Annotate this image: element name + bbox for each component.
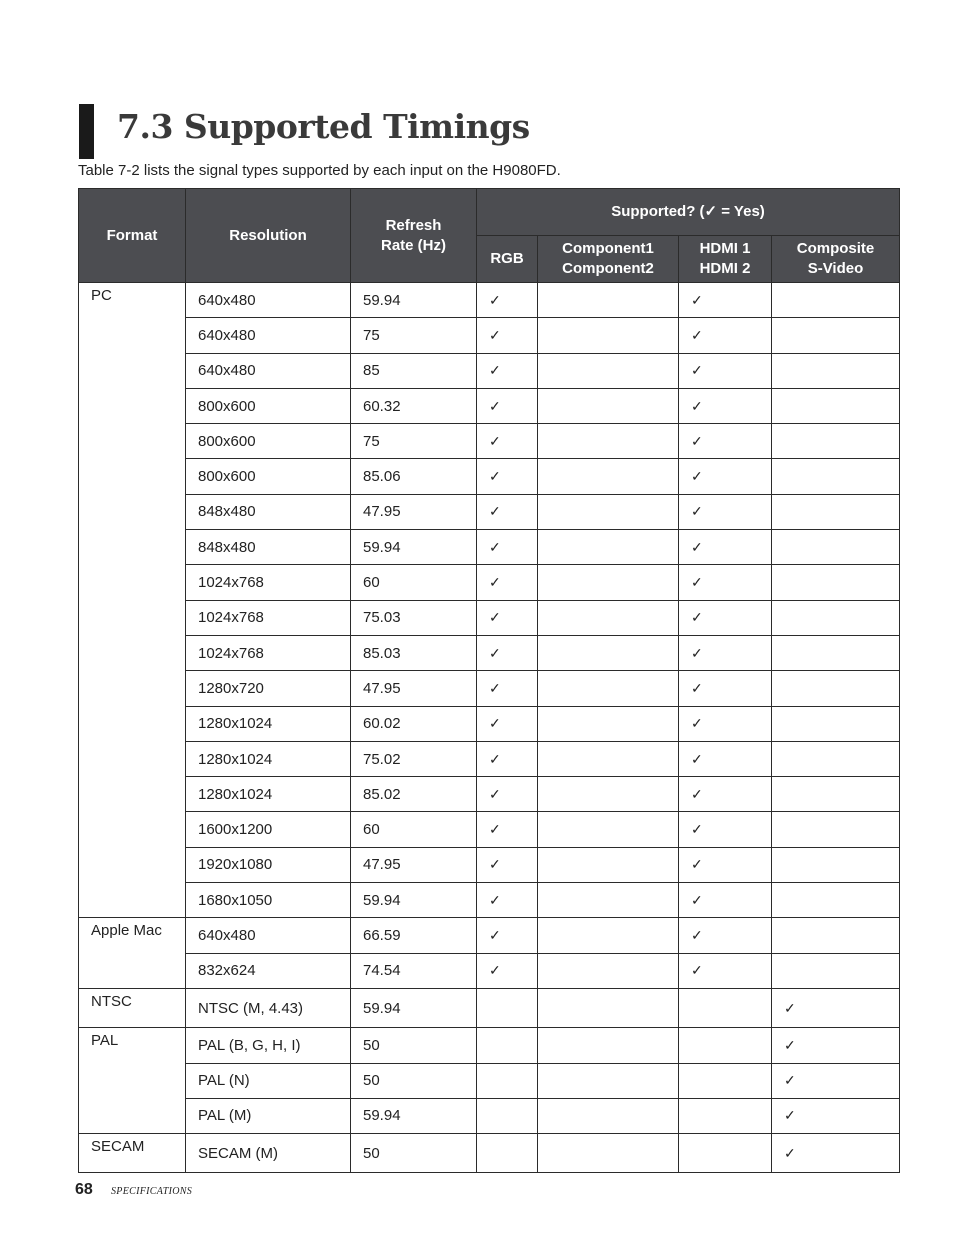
component-cell bbox=[538, 530, 679, 565]
composite-cell bbox=[772, 388, 900, 423]
composite-cell bbox=[772, 353, 900, 388]
component-cell bbox=[538, 671, 679, 706]
hdmi-cell bbox=[679, 635, 772, 670]
component-cell bbox=[538, 777, 679, 812]
hdmi-cell bbox=[679, 1098, 772, 1133]
check-mark-icon: ✓ bbox=[489, 326, 501, 343]
table-row bbox=[79, 918, 900, 953]
composite-cell bbox=[772, 283, 900, 318]
rgb-cell bbox=[477, 1134, 538, 1173]
hdmi-cell bbox=[679, 353, 772, 388]
hdmi-cell bbox=[679, 671, 772, 706]
rgb-cell bbox=[477, 812, 538, 847]
header-rgb: RGB bbox=[477, 236, 538, 283]
rgb-cell bbox=[477, 353, 538, 388]
check-mark-icon: ✓ bbox=[691, 609, 703, 626]
component-cell bbox=[538, 494, 679, 529]
resolution-cell: 1280x1024 bbox=[186, 777, 351, 812]
check-mark-icon: ✓ bbox=[691, 397, 703, 414]
table-row bbox=[79, 1098, 900, 1133]
rgb-cell bbox=[477, 318, 538, 353]
rgb-cell bbox=[477, 283, 538, 318]
page-number: 68 bbox=[75, 1181, 93, 1198]
header-hdmi bbox=[679, 236, 772, 283]
header-format: Format bbox=[79, 189, 186, 283]
resolution-cell: 1600x1200 bbox=[186, 812, 351, 847]
table-row bbox=[79, 424, 900, 459]
composite-cell bbox=[772, 706, 900, 741]
table-row bbox=[79, 283, 900, 318]
component-cell bbox=[538, 988, 679, 1027]
rgb-cell bbox=[477, 1028, 538, 1063]
resolution-cell: 1920x1080 bbox=[186, 847, 351, 882]
heading-accent-bar bbox=[79, 104, 94, 159]
rgb-cell bbox=[477, 883, 538, 918]
check-mark-icon: ✓ bbox=[489, 432, 501, 449]
resolution-cell: 848x480 bbox=[186, 530, 351, 565]
table-row bbox=[79, 812, 900, 847]
component-cell bbox=[538, 1028, 679, 1063]
refresh-rate-cell: 50 bbox=[351, 1134, 477, 1173]
refresh-rate-cell: 85.02 bbox=[351, 777, 477, 812]
table-row bbox=[79, 1028, 900, 1063]
component-cell bbox=[538, 741, 679, 776]
table-row bbox=[79, 706, 900, 741]
component-cell bbox=[538, 565, 679, 600]
composite-cell bbox=[772, 1028, 900, 1063]
refresh-rate-cell: 85 bbox=[351, 353, 477, 388]
hdmi-cell bbox=[679, 706, 772, 741]
hdmi-cell bbox=[679, 1028, 772, 1063]
check-mark-icon: ✓ bbox=[691, 679, 703, 696]
hdmi-cell bbox=[679, 741, 772, 776]
resolution-cell: 1280x720 bbox=[186, 671, 351, 706]
composite-cell bbox=[772, 459, 900, 494]
section-name: SPECIFICATIONS bbox=[111, 1186, 193, 1197]
rgb-cell bbox=[477, 953, 538, 988]
rgb-cell bbox=[477, 706, 538, 741]
hdmi-cell bbox=[679, 988, 772, 1027]
component-cell bbox=[538, 388, 679, 423]
table-row bbox=[79, 530, 900, 565]
composite-cell bbox=[772, 918, 900, 953]
composite-cell bbox=[772, 565, 900, 600]
hdmi-cell bbox=[679, 424, 772, 459]
rgb-cell bbox=[477, 424, 538, 459]
component-cell bbox=[538, 847, 679, 882]
supported-timings-table bbox=[78, 188, 900, 1173]
check-mark-icon: ✓ bbox=[691, 962, 703, 979]
header-supported: Supported? (✓ = Yes) bbox=[477, 189, 900, 236]
resolution-cell: 1280x1024 bbox=[186, 741, 351, 776]
resolution-cell: SECAM (M) bbox=[186, 1134, 351, 1173]
resolution-cell: PAL (B, G, H, I) bbox=[186, 1028, 351, 1063]
rgb-cell bbox=[477, 671, 538, 706]
composite-cell bbox=[772, 1134, 900, 1173]
check-mark-icon: ✓ bbox=[489, 291, 501, 308]
resolution-cell: PAL (N) bbox=[186, 1063, 351, 1098]
table-row bbox=[79, 883, 900, 918]
check-mark-icon: ✓ bbox=[691, 715, 703, 732]
refresh-rate-cell: 50 bbox=[351, 1028, 477, 1063]
check-mark-icon: ✓ bbox=[691, 538, 703, 555]
refresh-rate-cell: 59.94 bbox=[351, 283, 477, 318]
check-mark-icon: ✓ bbox=[691, 574, 703, 591]
resolution-cell: 1024x768 bbox=[186, 565, 351, 600]
component-cell bbox=[538, 600, 679, 635]
resolution-cell: 1024x768 bbox=[186, 600, 351, 635]
table-row bbox=[79, 1134, 900, 1173]
header-component bbox=[538, 236, 679, 283]
hdmi-cell bbox=[679, 847, 772, 882]
header-resolution: Resolution bbox=[186, 189, 351, 283]
header-refresh-rate-label: Refresh Rate (Hz) bbox=[380, 216, 446, 254]
rgb-cell bbox=[477, 600, 538, 635]
check-mark-icon: ✓ bbox=[489, 679, 501, 696]
table-row bbox=[79, 388, 900, 423]
hdmi-cell bbox=[679, 388, 772, 423]
component-cell bbox=[538, 883, 679, 918]
resolution-cell: NTSC (M, 4.43) bbox=[186, 988, 351, 1027]
format-cell: NTSC bbox=[79, 988, 186, 1027]
rgb-cell bbox=[477, 777, 538, 812]
resolution-cell: 640x480 bbox=[186, 918, 351, 953]
hdmi-cell bbox=[679, 494, 772, 529]
component-cell bbox=[538, 812, 679, 847]
composite-cell bbox=[772, 600, 900, 635]
resolution-cell: 1680x1050 bbox=[186, 883, 351, 918]
rgb-cell bbox=[477, 565, 538, 600]
table-row bbox=[79, 635, 900, 670]
component-cell bbox=[538, 918, 679, 953]
rgb-cell bbox=[477, 988, 538, 1027]
component-cell bbox=[538, 1063, 679, 1098]
refresh-rate-cell: 85.03 bbox=[351, 635, 477, 670]
refresh-rate-cell: 59.94 bbox=[351, 530, 477, 565]
check-mark-icon: ✓ bbox=[691, 856, 703, 873]
component-cell bbox=[538, 635, 679, 670]
hdmi-cell bbox=[679, 283, 772, 318]
rgb-cell bbox=[477, 847, 538, 882]
composite-cell bbox=[772, 1098, 900, 1133]
refresh-rate-cell: 47.95 bbox=[351, 847, 477, 882]
refresh-rate-cell: 75.03 bbox=[351, 600, 477, 635]
hdmi-cell bbox=[679, 1134, 772, 1173]
component-cell bbox=[538, 283, 679, 318]
resolution-cell: 640x480 bbox=[186, 353, 351, 388]
resolution-cell: 640x480 bbox=[186, 283, 351, 318]
check-mark-icon: ✓ bbox=[489, 926, 501, 943]
check-mark-icon: ✓ bbox=[784, 1144, 796, 1161]
composite-cell bbox=[772, 424, 900, 459]
hdmi-cell bbox=[679, 600, 772, 635]
refresh-rate-cell: 75.02 bbox=[351, 741, 477, 776]
table-row bbox=[79, 565, 900, 600]
intro-text: Table 7-2 lists the signal types supported by each input on the H9080FD. bbox=[78, 162, 561, 179]
check-mark-icon: ✓ bbox=[691, 326, 703, 343]
check-mark-icon: ✓ bbox=[489, 362, 501, 379]
check-mark-icon: ✓ bbox=[489, 750, 501, 767]
hdmi-cell bbox=[679, 318, 772, 353]
table-row bbox=[79, 741, 900, 776]
rgb-cell bbox=[477, 1098, 538, 1133]
refresh-rate-cell: 47.95 bbox=[351, 671, 477, 706]
component-cell bbox=[538, 424, 679, 459]
check-mark-icon: ✓ bbox=[691, 503, 703, 520]
hdmi-cell bbox=[679, 530, 772, 565]
hdmi-cell bbox=[679, 812, 772, 847]
component-cell bbox=[538, 1098, 679, 1133]
table-row bbox=[79, 847, 900, 882]
check-mark-icon: ✓ bbox=[691, 750, 703, 767]
rgb-cell bbox=[477, 459, 538, 494]
header-component-label: Component1 Component2 bbox=[562, 240, 654, 277]
check-mark-icon: ✓ bbox=[489, 538, 501, 555]
rgb-cell bbox=[477, 918, 538, 953]
component-cell bbox=[538, 706, 679, 741]
resolution-cell: 832x624 bbox=[186, 953, 351, 988]
refresh-rate-cell: 60.02 bbox=[351, 706, 477, 741]
composite-cell bbox=[772, 988, 900, 1027]
table-row bbox=[79, 318, 900, 353]
refresh-rate-cell: 75 bbox=[351, 318, 477, 353]
check-mark-icon: ✓ bbox=[691, 468, 703, 485]
refresh-rate-cell: 59.94 bbox=[351, 988, 477, 1027]
check-mark-icon: ✓ bbox=[489, 891, 501, 908]
check-mark-icon: ✓ bbox=[489, 715, 501, 732]
resolution-cell: 800x600 bbox=[186, 424, 351, 459]
refresh-rate-cell: 75 bbox=[351, 424, 477, 459]
refresh-rate-cell: 85.06 bbox=[351, 459, 477, 494]
resolution-cell: 1024x768 bbox=[186, 635, 351, 670]
refresh-rate-cell: 50 bbox=[351, 1063, 477, 1098]
composite-cell bbox=[772, 741, 900, 776]
component-cell bbox=[538, 459, 679, 494]
composite-cell bbox=[772, 1063, 900, 1098]
hdmi-cell bbox=[679, 777, 772, 812]
hdmi-cell bbox=[679, 1063, 772, 1098]
refresh-rate-cell: 74.54 bbox=[351, 953, 477, 988]
hdmi-cell bbox=[679, 883, 772, 918]
composite-cell bbox=[772, 494, 900, 529]
resolution-cell: 800x600 bbox=[186, 459, 351, 494]
page-title: 7.3 Supported Timings bbox=[117, 107, 530, 146]
rgb-cell bbox=[477, 635, 538, 670]
composite-cell bbox=[772, 812, 900, 847]
check-mark-icon: ✓ bbox=[489, 856, 501, 873]
rgb-cell bbox=[477, 388, 538, 423]
table-row bbox=[79, 671, 900, 706]
check-mark-icon: ✓ bbox=[489, 468, 501, 485]
check-mark-icon: ✓ bbox=[691, 362, 703, 379]
check-mark-icon: ✓ bbox=[691, 891, 703, 908]
table-body bbox=[79, 283, 900, 1173]
refresh-rate-cell: 47.95 bbox=[351, 494, 477, 529]
check-mark-icon: ✓ bbox=[691, 432, 703, 449]
hdmi-cell bbox=[679, 918, 772, 953]
header-composite-label: Composite S-Video bbox=[796, 240, 875, 277]
header-hdmi-label: HDMI 1 HDMI 2 bbox=[699, 240, 751, 277]
refresh-rate-cell: 59.94 bbox=[351, 883, 477, 918]
hdmi-cell bbox=[679, 459, 772, 494]
refresh-rate-cell: 60 bbox=[351, 565, 477, 600]
check-mark-icon: ✓ bbox=[784, 1107, 796, 1124]
check-mark-icon: ✓ bbox=[691, 785, 703, 802]
check-mark-icon: ✓ bbox=[489, 962, 501, 979]
component-cell bbox=[538, 318, 679, 353]
composite-cell bbox=[772, 318, 900, 353]
refresh-rate-cell: 66.59 bbox=[351, 918, 477, 953]
rgb-cell bbox=[477, 530, 538, 565]
composite-cell bbox=[772, 635, 900, 670]
check-mark-icon: ✓ bbox=[784, 999, 796, 1016]
header-refresh-rate bbox=[351, 189, 477, 283]
hdmi-cell bbox=[679, 565, 772, 600]
check-mark-icon: ✓ bbox=[784, 1072, 796, 1089]
format-cell: PAL bbox=[79, 1028, 186, 1134]
check-mark-icon: ✓ bbox=[489, 821, 501, 838]
rgb-cell bbox=[477, 741, 538, 776]
format-cell: PC bbox=[79, 283, 186, 918]
check-mark-icon: ✓ bbox=[784, 1036, 796, 1053]
resolution-cell: 848x480 bbox=[186, 494, 351, 529]
composite-cell bbox=[772, 671, 900, 706]
header-composite bbox=[772, 236, 900, 283]
component-cell bbox=[538, 953, 679, 988]
check-mark-icon: ✓ bbox=[489, 503, 501, 520]
table-row bbox=[79, 600, 900, 635]
check-mark-icon: ✓ bbox=[691, 644, 703, 661]
check-mark-icon: ✓ bbox=[691, 821, 703, 838]
check-mark-icon: ✓ bbox=[691, 291, 703, 308]
check-mark-icon: ✓ bbox=[489, 574, 501, 591]
resolution-cell: 640x480 bbox=[186, 318, 351, 353]
table-row bbox=[79, 988, 900, 1027]
table-row bbox=[79, 494, 900, 529]
resolution-cell: 800x600 bbox=[186, 388, 351, 423]
composite-cell bbox=[772, 847, 900, 882]
rgb-cell bbox=[477, 494, 538, 529]
composite-cell bbox=[772, 953, 900, 988]
format-cell: SECAM bbox=[79, 1134, 186, 1173]
composite-cell bbox=[772, 530, 900, 565]
resolution-cell: 1280x1024 bbox=[186, 706, 351, 741]
table-row bbox=[79, 353, 900, 388]
refresh-rate-cell: 60.32 bbox=[351, 388, 477, 423]
refresh-rate-cell: 59.94 bbox=[351, 1098, 477, 1133]
resolution-cell: PAL (M) bbox=[186, 1098, 351, 1133]
table-row bbox=[79, 953, 900, 988]
check-mark-icon: ✓ bbox=[489, 609, 501, 626]
refresh-rate-cell: 60 bbox=[351, 812, 477, 847]
check-mark-icon: ✓ bbox=[489, 785, 501, 802]
check-mark-icon: ✓ bbox=[489, 397, 501, 414]
table-row bbox=[79, 1063, 900, 1098]
composite-cell bbox=[772, 883, 900, 918]
component-cell bbox=[538, 1134, 679, 1173]
hdmi-cell bbox=[679, 953, 772, 988]
component-cell bbox=[538, 353, 679, 388]
composite-cell bbox=[772, 777, 900, 812]
check-mark-icon: ✓ bbox=[691, 926, 703, 943]
format-cell: Apple Mac bbox=[79, 918, 186, 989]
table-row bbox=[79, 459, 900, 494]
table-row bbox=[79, 777, 900, 812]
rgb-cell bbox=[477, 1063, 538, 1098]
check-mark-icon: ✓ bbox=[489, 644, 501, 661]
